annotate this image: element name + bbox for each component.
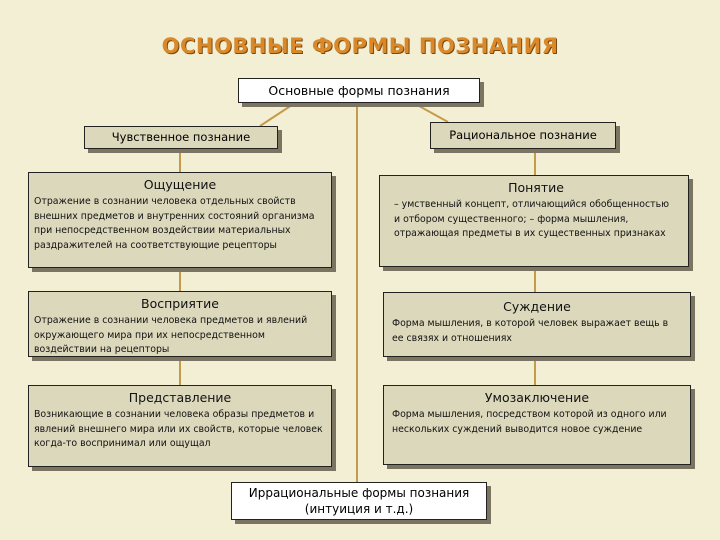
left-item-ощущение [28, 172, 332, 268]
item-description: Форма мышления, посредством которой из одного или нескольких суждений выводится новое суждение [392, 409, 667, 435]
irrational-box [231, 482, 487, 520]
item-description: Возникающие в сознании человека образы предметов и явлений внешнего мира или их свойств, которые человек когда-то воспринимал или ощущал [34, 409, 323, 449]
left-branch-box [84, 126, 278, 149]
item-heading: Понятие [508, 180, 564, 195]
right-branch-box [430, 122, 616, 149]
connector-root-left [260, 101, 298, 126]
left-branch-title: Чувственное познание [111, 130, 251, 144]
right-item-суждение [383, 292, 691, 357]
right-item-умозаключение [383, 385, 691, 465]
root-box [238, 78, 480, 103]
irrational-subtitle: (интуиция и т.д.) [304, 502, 414, 516]
item-description: Отражение в сознании человека предметов и явлений окружающего мира при их непосредственном воздействии на рецепторы [34, 315, 308, 355]
right-branch-title: Рациональное познание [449, 128, 597, 142]
item-heading: Восприятие [141, 296, 219, 311]
root-label: Основные формы познания [268, 83, 450, 98]
irrational-title: Иррациональные формы познания [248, 486, 470, 500]
item-description: – умственный концепт, отличающийся обобщенностью и отбором существенного; – форма мышления, отражающая предметы в их существенных признаках [394, 199, 670, 239]
right-item-понятие [379, 175, 689, 267]
left-item-восприятие [28, 291, 332, 357]
item-heading: Умозаключение [484, 390, 590, 405]
slide-title: ОСНОВНЫЕ ФОРМЫ ПОЗНАНИЯ [161, 34, 559, 58]
connector-root-right [410, 101, 448, 122]
item-heading: Представление [128, 390, 232, 405]
left-item-представление [28, 385, 332, 467]
item-description: Отражение в сознании человека отдельных свойств внешних предметов и внутренних состояний организма при непосредственном воздействии материальных раздражителей на соответствующие рецепторы [34, 196, 315, 251]
item-heading: Ощущение [143, 177, 217, 192]
item-heading: Суждение [503, 299, 571, 314]
item-description: Форма мышления, в которой человек выражает вещь в ее связях и отношениях [392, 318, 669, 344]
